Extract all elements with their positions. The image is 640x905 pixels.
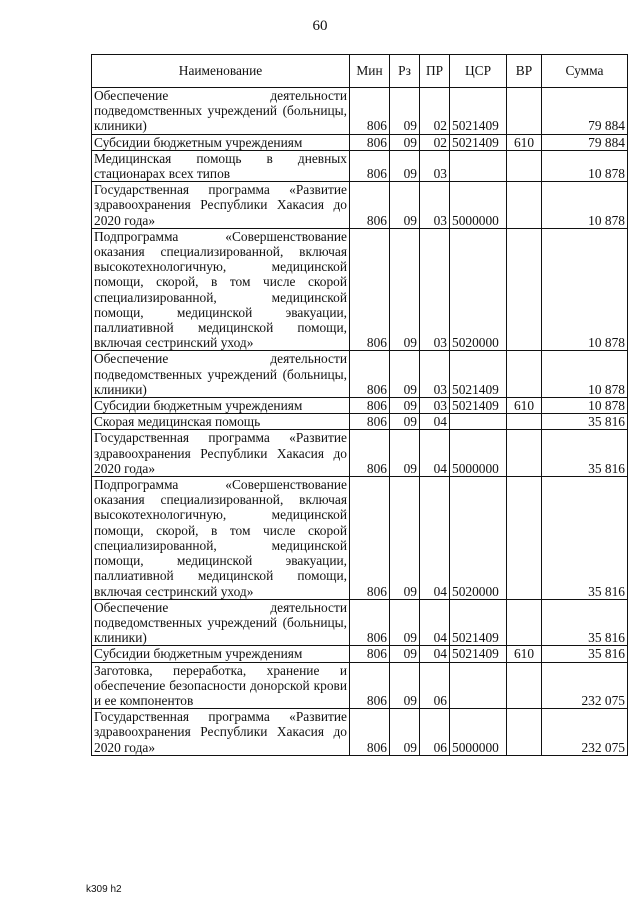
cell-min: 806 bbox=[350, 709, 390, 756]
cell-name: Подпрограмма «Совершенствование оказания специализированной, включая высокотехнологичную, медицинской помощи, скорой, в том числе скорой специализированной, медицинской помощи, медицинской эвакуации, паллиативной медицинской помощи, включая сестринский уход» bbox=[92, 477, 350, 600]
table-row bbox=[92, 150, 628, 181]
cell-pr: 04 bbox=[420, 477, 450, 600]
cell-csr: 5020000 bbox=[450, 228, 507, 351]
cell-vr bbox=[507, 430, 542, 477]
cell-min: 806 bbox=[350, 414, 390, 430]
cell-sum: 35 816 bbox=[542, 477, 628, 600]
cell-pr: 06 bbox=[420, 709, 450, 756]
cell-vr bbox=[507, 351, 542, 398]
cell-csr bbox=[450, 414, 507, 430]
cell-sum: 10 878 bbox=[542, 398, 628, 414]
cell-min: 806 bbox=[350, 477, 390, 600]
cell-csr bbox=[450, 150, 507, 181]
cell-name: Государственная программа «Развитие здравоохранения Республики Хакасия до 2020 года» bbox=[92, 182, 350, 229]
page-number: 60 bbox=[312, 18, 328, 34]
table-row bbox=[92, 414, 628, 430]
cell-vr: 610 bbox=[507, 646, 542, 662]
cell-name: Заготовка, переработка, хранение и обеспечение безопасности донорской крови и ее компонентов bbox=[92, 662, 350, 709]
cell-min: 806 bbox=[350, 88, 390, 135]
cell-rz: 09 bbox=[390, 150, 420, 181]
header-name: Наименование bbox=[92, 55, 350, 88]
cell-sum: 35 816 bbox=[542, 414, 628, 430]
cell-rz: 09 bbox=[390, 228, 420, 351]
cell-csr bbox=[450, 662, 507, 709]
cell-pr: 04 bbox=[420, 599, 450, 646]
table-row bbox=[92, 398, 628, 414]
cell-csr: 5020000 bbox=[450, 477, 507, 600]
header-sum: Сумма bbox=[542, 55, 628, 88]
cell-csr: 5000000 bbox=[450, 430, 507, 477]
cell-vr bbox=[507, 599, 542, 646]
header-min: Мин bbox=[350, 55, 390, 88]
table-row bbox=[92, 88, 628, 135]
table-row bbox=[92, 646, 628, 662]
header-vr: ВР bbox=[507, 55, 542, 88]
cell-rz: 09 bbox=[390, 398, 420, 414]
header-rz: Рз bbox=[390, 55, 420, 88]
cell-name: Скорая медицинская помощь bbox=[92, 414, 350, 430]
cell-pr: 04 bbox=[420, 430, 450, 477]
cell-vr bbox=[507, 228, 542, 351]
cell-min: 806 bbox=[350, 351, 390, 398]
cell-sum: 35 816 bbox=[542, 430, 628, 477]
cell-rz: 09 bbox=[390, 709, 420, 756]
header-pr: ПР bbox=[420, 55, 450, 88]
cell-csr: 5021409 bbox=[450, 134, 507, 150]
cell-rz: 09 bbox=[390, 646, 420, 662]
cell-pr: 02 bbox=[420, 88, 450, 135]
cell-min: 806 bbox=[350, 150, 390, 181]
table-row bbox=[92, 662, 628, 709]
cell-name: Субсидии бюджетным учреждениям bbox=[92, 646, 350, 662]
cell-rz: 09 bbox=[390, 351, 420, 398]
cell-vr bbox=[507, 88, 542, 135]
cell-min: 806 bbox=[350, 182, 390, 229]
cell-sum: 10 878 bbox=[542, 182, 628, 229]
cell-pr: 04 bbox=[420, 646, 450, 662]
cell-rz: 09 bbox=[390, 599, 420, 646]
cell-pr: 02 bbox=[420, 134, 450, 150]
cell-vr bbox=[507, 709, 542, 756]
cell-sum: 35 816 bbox=[542, 599, 628, 646]
cell-rz: 09 bbox=[390, 430, 420, 477]
cell-pr: 03 bbox=[420, 228, 450, 351]
cell-sum: 35 816 bbox=[542, 646, 628, 662]
cell-sum: 10 878 bbox=[542, 351, 628, 398]
cell-vr bbox=[507, 150, 542, 181]
cell-rz: 09 bbox=[390, 414, 420, 430]
cell-name: Государственная программа «Развитие здравоохранения Республики Хакасия до 2020 года» bbox=[92, 709, 350, 756]
cell-min: 806 bbox=[350, 430, 390, 477]
cell-name: Обеспечение деятельности подведомственных учреждений (больницы, клиники) bbox=[92, 599, 350, 646]
cell-min: 806 bbox=[350, 662, 390, 709]
cell-name: Подпрограмма «Совершенствование оказания специализированной, включая высокотехнологичную, медицинской помощи, скорой, в том числе скорой специализированной, медицинской помощи, медицинской эвакуации, паллиативной медицинской помощи, включая сестринский уход» bbox=[92, 228, 350, 351]
cell-rz: 09 bbox=[390, 182, 420, 229]
cell-pr: 03 bbox=[420, 398, 450, 414]
cell-name: Обеспечение деятельности подведомственных учреждений (больницы, клиники) bbox=[92, 351, 350, 398]
cell-sum: 232 075 bbox=[542, 662, 628, 709]
cell-min: 806 bbox=[350, 398, 390, 414]
table-row bbox=[92, 477, 628, 600]
budget-table bbox=[91, 54, 628, 756]
cell-vr bbox=[507, 182, 542, 229]
cell-min: 806 bbox=[350, 134, 390, 150]
cell-rz: 09 bbox=[390, 134, 420, 150]
table-row bbox=[92, 134, 628, 150]
cell-vr bbox=[507, 662, 542, 709]
cell-name: Субсидии бюджетным учреждениям bbox=[92, 398, 350, 414]
cell-csr: 5021409 bbox=[450, 646, 507, 662]
document-code: k309 h2 bbox=[86, 884, 122, 895]
cell-pr: 04 bbox=[420, 414, 450, 430]
cell-min: 806 bbox=[350, 599, 390, 646]
cell-sum: 232 075 bbox=[542, 709, 628, 756]
cell-vr bbox=[507, 477, 542, 600]
cell-csr: 5000000 bbox=[450, 182, 507, 229]
table-header-row bbox=[92, 55, 628, 88]
cell-vr: 610 bbox=[507, 398, 542, 414]
cell-rz: 09 bbox=[390, 477, 420, 600]
cell-rz: 09 bbox=[390, 662, 420, 709]
table-row bbox=[92, 709, 628, 756]
table-row bbox=[92, 182, 628, 229]
cell-sum: 79 884 bbox=[542, 134, 628, 150]
cell-csr: 5021409 bbox=[450, 351, 507, 398]
cell-vr: 610 bbox=[507, 134, 542, 150]
table-row bbox=[92, 599, 628, 646]
cell-pr: 03 bbox=[420, 150, 450, 181]
cell-sum: 79 884 bbox=[542, 88, 628, 135]
cell-name: Медицинская помощь в дневных стационарах всех типов bbox=[92, 150, 350, 181]
header-csr: ЦСР bbox=[450, 55, 507, 88]
cell-rz: 09 bbox=[390, 88, 420, 135]
cell-name: Субсидии бюджетным учреждениям bbox=[92, 134, 350, 150]
cell-pr: 03 bbox=[420, 182, 450, 229]
cell-csr: 5021409 bbox=[450, 599, 507, 646]
table-row bbox=[92, 430, 628, 477]
table-row bbox=[92, 228, 628, 351]
cell-sum: 10 878 bbox=[542, 150, 628, 181]
cell-name: Обеспечение деятельности подведомственных учреждений (больницы, клиники) bbox=[92, 88, 350, 135]
table-body bbox=[92, 88, 628, 756]
cell-min: 806 bbox=[350, 228, 390, 351]
cell-csr: 5000000 bbox=[450, 709, 507, 756]
cell-min: 806 bbox=[350, 646, 390, 662]
cell-vr bbox=[507, 414, 542, 430]
cell-csr: 5021409 bbox=[450, 88, 507, 135]
cell-pr: 06 bbox=[420, 662, 450, 709]
cell-csr: 5021409 bbox=[450, 398, 507, 414]
cell-pr: 03 bbox=[420, 351, 450, 398]
cell-sum: 10 878 bbox=[542, 228, 628, 351]
table-row bbox=[92, 351, 628, 398]
cell-name: Государственная программа «Развитие здравоохранения Республики Хакасия до 2020 года» bbox=[92, 430, 350, 477]
